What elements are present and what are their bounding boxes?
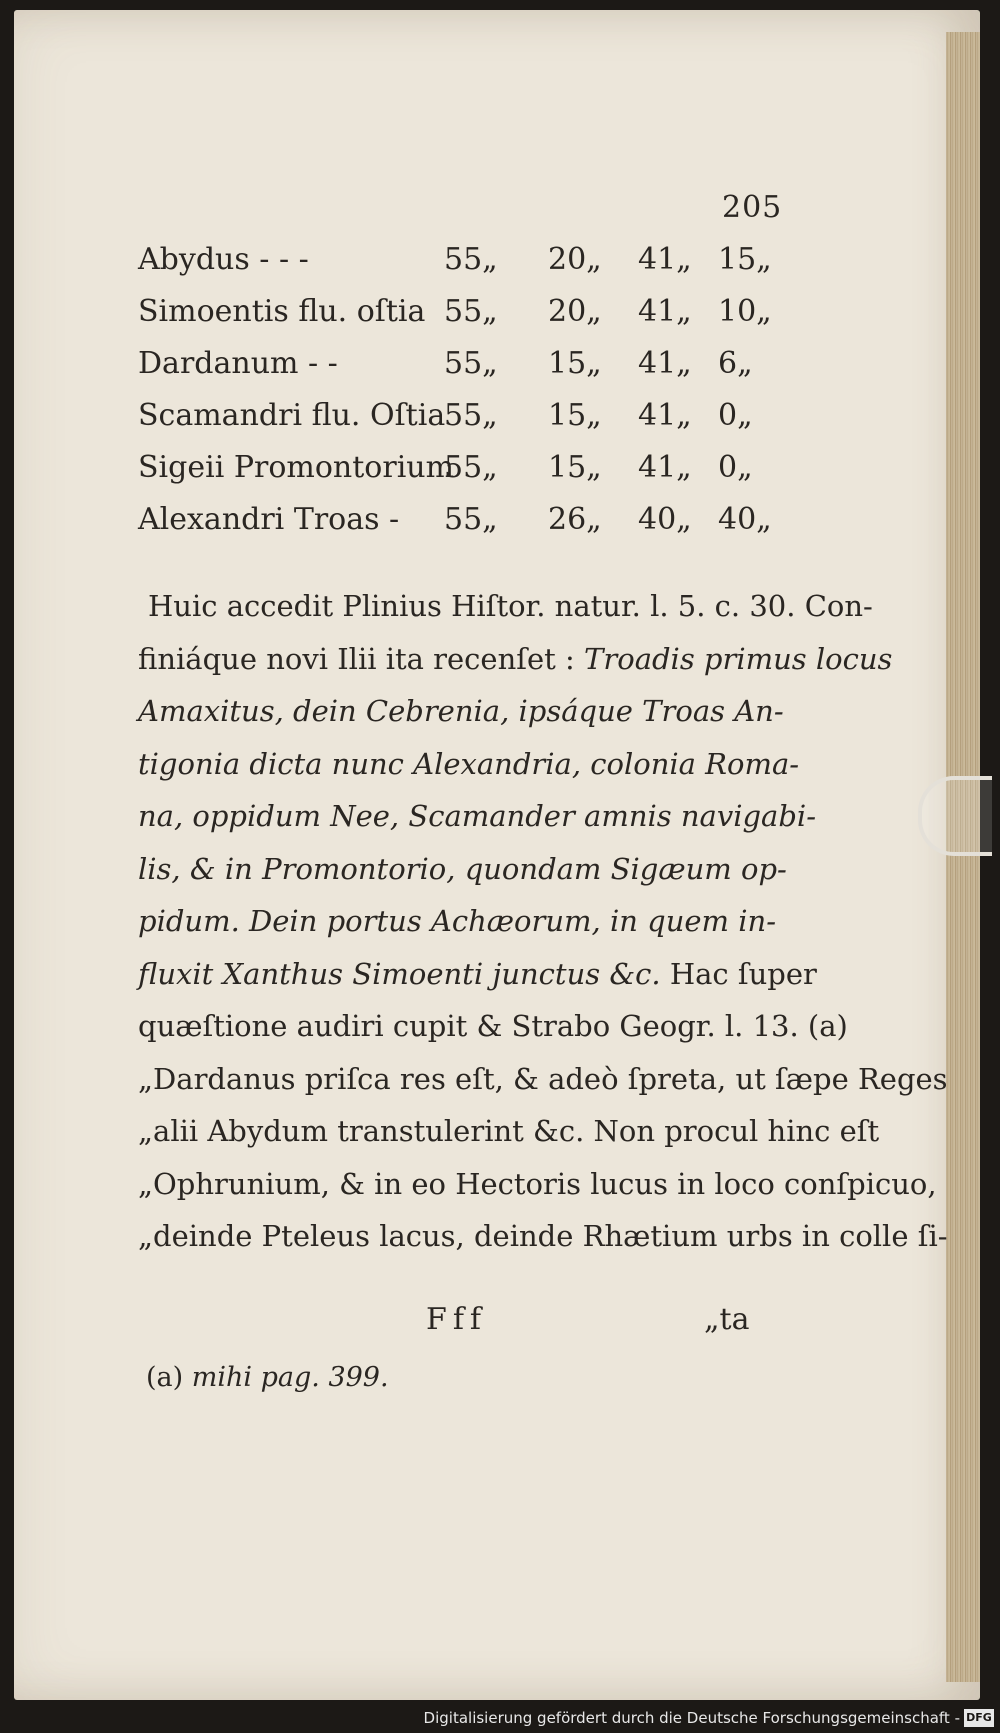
table-row — [138, 294, 798, 346]
banner-text: Digitalisierung gefördert durch die Deutsche Forschungsgemeinschaft - — [423, 1709, 960, 1727]
coord-3: 40„ — [638, 502, 692, 537]
page-number: 205 — [722, 190, 783, 225]
footnote-text: mihi pag. 399. — [191, 1362, 389, 1393]
dfg-logo: DFG — [964, 1709, 994, 1727]
text-line — [138, 790, 816, 843]
roman-text: „deinde Pteleus lacus, deinde Rhætium urbs in colle ſi- — [138, 1219, 948, 1253]
text-line — [138, 633, 893, 686]
italic-text: fluxit Xanthus Simoenti junctus &c. — [138, 956, 661, 991]
coordinates-table — [138, 242, 798, 554]
coord-3: 41„ — [638, 398, 692, 433]
place-name: Sigeii Promontorium — [138, 450, 455, 485]
coord-4: 6„ — [718, 346, 753, 381]
text-line — [138, 895, 798, 948]
coord-2: 15„ — [548, 346, 602, 381]
coord-1: 55„ — [444, 502, 498, 537]
table-row — [138, 450, 798, 502]
coord-4: 0„ — [718, 450, 753, 485]
place-name: Alexandri Troas - — [138, 502, 400, 537]
coord-4: 15„ — [718, 242, 772, 277]
italic-text: Troadis primus locus — [584, 641, 893, 676]
roman-text: „Ophrunium, & in eo Hectoris lucus in loco conſpicuo, — [138, 1166, 937, 1201]
coord-1: 55„ — [444, 450, 498, 485]
table-row — [138, 502, 798, 554]
roman-text: „alii Abydum transtulerint &c. Non procul hinc eſt — [138, 1114, 880, 1148]
coord-2: 15„ — [548, 398, 602, 433]
text-line — [138, 1105, 880, 1158]
table-row — [138, 346, 798, 398]
coord-3: 41„ — [638, 242, 692, 277]
italic-text: na, oppidum Nee, Scamander amnis navigabi- — [138, 799, 816, 833]
place-name: Dardanum - - — [138, 346, 338, 381]
roman-text: Huic accedit Plinius Hiſtor. natur. l. 5. c. 30. Con- — [148, 589, 873, 623]
text-line — [138, 580, 873, 633]
coord-3: 41„ — [638, 450, 692, 485]
book-page — [14, 10, 980, 1700]
coord-3: 41„ — [638, 346, 692, 381]
text-line — [138, 685, 798, 738]
signature-mark: Fff — [426, 1302, 488, 1337]
coord-3: 41„ — [638, 294, 692, 329]
table-row — [138, 242, 798, 294]
italic-text: Amaxitus, dein Cebrenia, ipsáque Troas An- — [138, 694, 784, 728]
italic-text: tigonia dicta nunc Alexandria, colonia Roma- — [138, 746, 800, 781]
text-line — [138, 1053, 948, 1106]
coord-1: 55„ — [444, 346, 498, 381]
coord-1: 55„ — [444, 294, 498, 329]
coord-1: 55„ — [444, 398, 498, 433]
text-line — [138, 1210, 948, 1263]
roman-text: „Dardanus priſca res eſt, & adeò ſpreta, ut ſæpe Reges — [138, 1061, 948, 1096]
table-row — [138, 398, 798, 450]
roman-text: quæſtione audiri cupit & Strabo Geogr. l. 13. (a) — [138, 1009, 848, 1043]
catchword: „ta — [704, 1302, 750, 1337]
coord-2: 20„ — [548, 294, 602, 329]
coord-2: 26„ — [548, 502, 602, 537]
place-name: Simoentis flu. oſtia — [138, 294, 426, 329]
place-name: Scamandri flu. Oſtia — [138, 398, 446, 433]
coord-1: 55„ — [444, 242, 498, 277]
coord-4: 10„ — [718, 294, 772, 329]
page-clip — [918, 776, 992, 856]
text-line — [138, 1158, 937, 1211]
footnote — [146, 1362, 389, 1393]
footnote-mark: (a) — [146, 1362, 184, 1393]
body-text — [138, 580, 948, 1263]
text-line — [138, 843, 798, 896]
text-line — [138, 738, 798, 791]
page-edge — [946, 32, 980, 1682]
text-line — [138, 948, 817, 1001]
coord-2: 20„ — [548, 242, 602, 277]
coord-2: 15„ — [548, 450, 602, 485]
italic-text: pidum. Dein portus Achæorum, in quem in- — [138, 904, 777, 938]
coord-4: 0„ — [718, 398, 753, 433]
roman-text: Hac ſuper — [660, 956, 817, 991]
place-name: Abydus - - - — [138, 242, 309, 277]
italic-text: lis, & in Promontorio, quondam Sigæum op- — [138, 851, 787, 886]
coord-4: 40„ — [718, 502, 772, 537]
digitization-banner — [0, 1705, 1000, 1733]
text-line — [138, 1000, 848, 1053]
roman-text: finiáque novi Ilii ita recenſet : — [138, 641, 585, 676]
